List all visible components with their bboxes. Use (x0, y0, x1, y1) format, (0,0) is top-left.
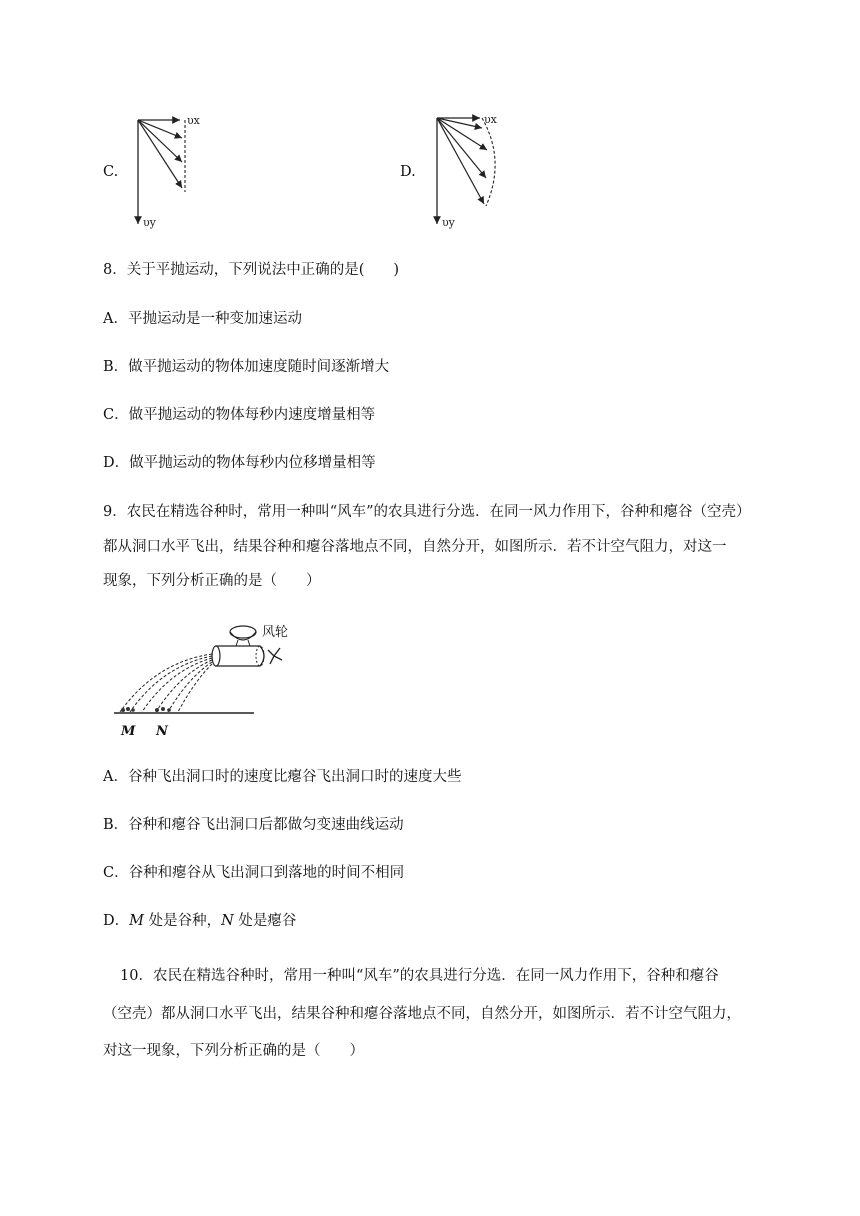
option-c-vy-label: υy (143, 216, 156, 229)
question-8-option-c: C．做平抛运动的物体每秒内速度增量相等 (103, 407, 376, 423)
question-10-stem-line-3: 对这一现象，下列分析正确的是（ ） (103, 1043, 364, 1059)
option-c-vx-label: υx (187, 114, 200, 127)
question-9-stem-line-2: 都从洞口水平飞出，结果谷种和瘪谷落地点不同，自然分开，如图所示．若不计空气阻力，对这一 (103, 539, 727, 555)
question-10-stem-line-2: （空壳）都从洞口水平飞出，结果谷种和瘪谷落地点不同，自然分开，如图所示．若不计空气阻力， (103, 1006, 741, 1022)
question-9-option-c: C．谷种和瘪谷从飞出洞口到落地的时间不相同 (103, 865, 405, 881)
question-9-stem-line-1: 9．农民在精选谷种时，常用一种叫“风车”的农具进行分选．在同一风力作用下，谷种和瘪谷（空壳） (103, 504, 751, 520)
question-9-option-b: B．谷种和瘪谷飞出洞口后都做匀变速曲线运动 (103, 817, 404, 833)
question-9-option-a: A．谷种飞出洞口时的速度比瘪谷飞出洞口时的速度大些 (103, 769, 462, 785)
option-d-vector-diagram (424, 112, 524, 232)
question-8-option-a: A．平抛运动是一种变加速运动 (103, 311, 302, 327)
option-d-point-n: N (221, 913, 234, 929)
option-d-vx-label: υx (484, 113, 497, 126)
option-c-vector-diagram (125, 112, 215, 232)
point-m-label: M (121, 724, 136, 739)
option-d-vy-label: υy (442, 216, 455, 229)
point-n-label: N (156, 724, 168, 739)
question-8-option-b: B．做平抛运动的物体加速度随时间逐渐增大 (103, 359, 390, 375)
option-d-suffix: 处是瘪谷 (233, 913, 297, 929)
option-c-label: C. (103, 164, 119, 180)
wheel-label: 风轮 (262, 625, 289, 640)
option-d-mid: 处是谷种， (144, 913, 222, 929)
option-d-prefix: D． (103, 913, 130, 929)
question-9-stem-line-3: 现象，下列分析正确的是（ ） (103, 573, 321, 589)
question-10-stem-line-1: 10．农民在精选谷种时，常用一种叫“风车”的农具进行分选．在同一风力作用下，谷种和瘪谷 (120, 968, 719, 984)
question-9-winnower-figure (108, 618, 308, 742)
question-9-option-d (103, 911, 296, 931)
option-d-point-m: M (129, 913, 144, 929)
question-8-stem: 8．关于平抛运动，下列说法中正确的是( ) (103, 262, 400, 278)
option-d-label: D. (400, 164, 416, 180)
question-8-option-d: D．做平抛运动的物体每秒内位移增量相等 (103, 455, 376, 471)
